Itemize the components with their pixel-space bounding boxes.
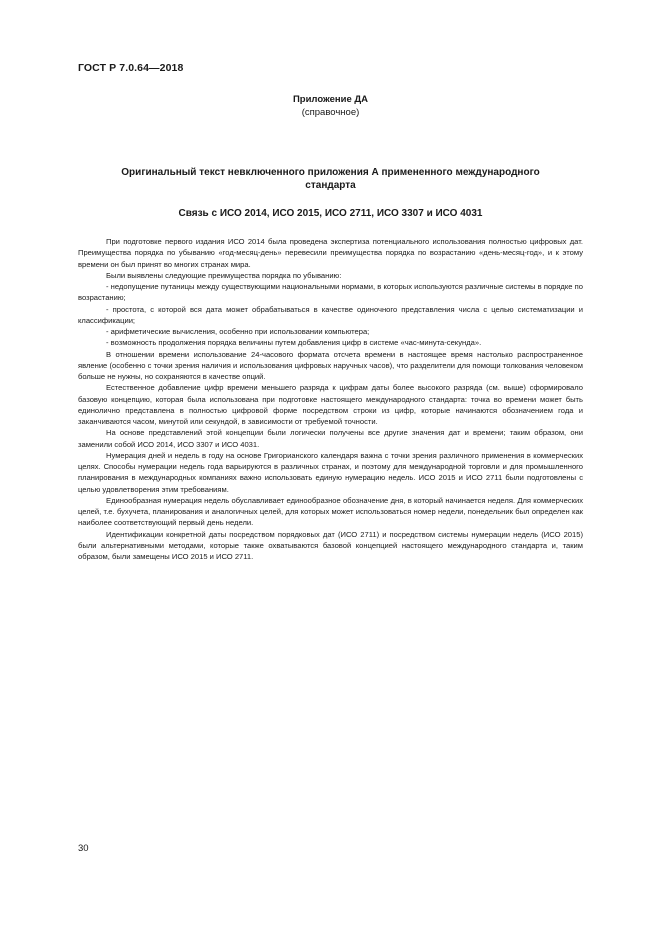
paragraph: Нумерация дней и недель в году на основе Григорианского календаря важна с точки зрения различного применения в коммерческих целях. Способы нумерации недель года варьируются в различных странах, и поэтому для международной торговли и для промышленного планирования в международных компаниях важно использовать единую нумерацию недель. ИСО 2015 и ИСО 2711 были подготовлены с целью удовлетворения этим требованиям. [78,450,583,494]
list-item: - возможность продолжения порядка величины путем добавления цифр в системе «час-минута-секунда». [106,338,482,348]
list-item: - простота, с которой вся дата может обрабатываться в качестве одиночного представления числа с целью систематизации и классификации; [78,304,583,325]
section-title: Связь с ИСО 2014, ИСО 2015, ИСО 2711, ИСО 3307 и ИСО 4031 [178,208,483,219]
paragraph: Были выявлены следующие преимущества порядка по убыванию: [106,270,342,280]
page-number: 30 [78,843,89,854]
standard-code: ГОСТ Р 7.0.64—2018 [78,62,184,74]
appendix-note: (справочное) [301,107,360,118]
list-item: - недопущение путаницы между существующими национальными нормами, в которых используются различные системы в порядке по возрастанию; [78,282,583,303]
paragraph: Единообразная нумерация недель обуславливает единообразное обозначение дня, в который начинается неделя. Для коммерческих целей, т.е. бухучета, планирования и аналогичных целей, для которых может использоваться номер недели, понедельник был определен как наиболее соответствующий первый день недели. [78,495,583,528]
appendix-title: Приложение ДА [292,94,369,105]
paragraph: Естественное добавление цифр времени меньшего разряда к цифрам даты более высокого разряда (см. выше) сформировало базовую концепцию, которая была использована при подготовке настоящего международного стандарта: точка во времени может быть единолично представлена в полностью цифровой форме посредством строки из цифр, которые начинаются обозначением года и заканчиваются часом, минутой или секундой, в зависимости от требуемой точности. [78,383,583,426]
body-text [78,236,583,562]
paragraph: На основе представлений этой концепции были логически получены все другие значения дат и времени; таким образом, они заменили собой ИСО 2014, ИСО 3307 и ИСО 4031. [78,428,583,449]
list-item: - арифметические вычисления, особенно при использовании компьютера; [106,327,370,336]
paragraph: При подготовке первого издания ИСО 2014 была проведена экспертиза потенциального использования полностью цифровых дат. Преимущества порядка по убыванию «год-месяц-день» перевесили преимущества порядка по возрастанию «день-месяц-год», и к этому времени он был принят во многих странах мира. [78,237,583,269]
paragraph: Идентификации конкретной даты посредством порядковых дат (ИСО 2711) и посредством системы нумерации недель (ИСО 2015) были альтернативными методами, которые также охватываются базовой концепцией настоящего международного стандарта и, таким образом, были замещены ИСО 2015 и ИСО 2711. [78,529,583,561]
document-title: Оригинальный текст невключенного приложения А примененного международного стандарта [121,167,540,191]
paragraph: В отношении времени использование 24-часового формата отсчета времени в настоящее время настолько распространенное явление (особенно с точки зрения наличия и использования цифровых наручных часов), что разделители для помощи толкования человеком больше не нужны, но сохраняются в качестве опций. [78,349,583,381]
